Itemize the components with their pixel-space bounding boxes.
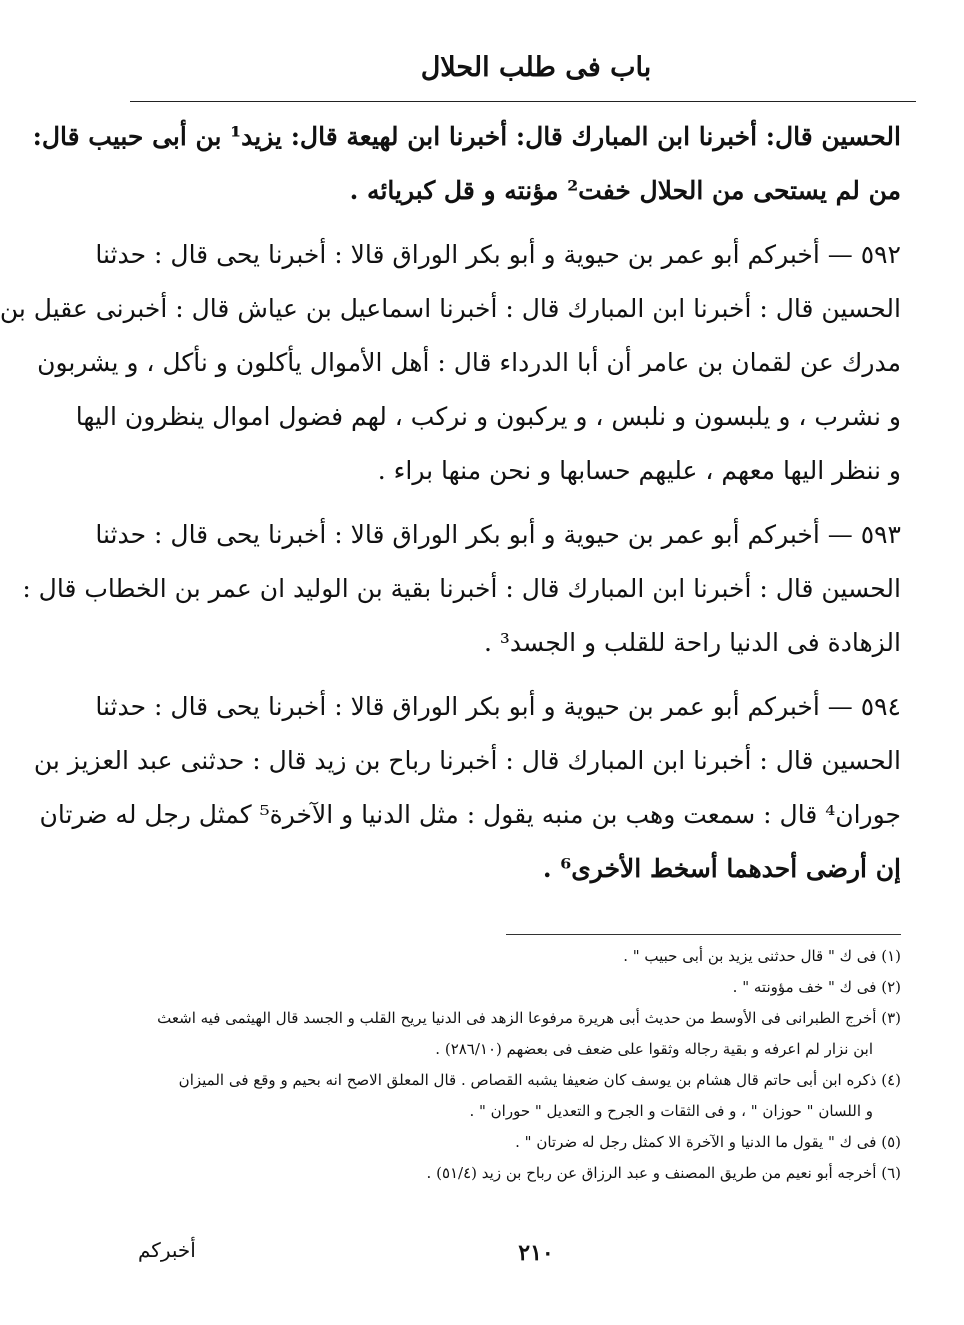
paragraph-gap bbox=[129, 498, 901, 508]
footnotes bbox=[129, 941, 901, 1189]
catchword: أخبركم bbox=[138, 1238, 196, 1262]
text-line: و نشرب ، و يلبسون و نلبس ، و يركبون و نركب ، لهم فضول اموال ينظرون اليها bbox=[75, 402, 901, 431]
entry-594-first-line: ٥٩٤ — أخبركم أبو عمر بن حيوية و أبو بكر الوراق قالا : أخبرنا يحى قال : حدثنا bbox=[95, 692, 901, 721]
footnote-4: (٤) ذكره ابن أبى حاتم قال هشام بن يوسف كان ضعيفا يشبه القصاص . قال المعلق الاصح انه بحيم و وقع فى الميزان bbox=[178, 1071, 901, 1089]
footnote-6: (٦) أخرجه أبو نعيم من طريق المصنف و عبد الرزاق عن رباح بن زيد (٥١/٤) . bbox=[426, 1164, 901, 1182]
header-rule bbox=[130, 101, 916, 102]
entry-593-first-line: ٥٩٣ — أخبركم أبو عمر بن حيوية و أبو بكر الوراق قالا : أخبرنا يحى قال : حدثنا bbox=[95, 520, 901, 549]
entry-592-first-line: ٥٩٢ — أخبركم أبو عمر بن حيوية و أبو بكر الوراق قالا : أخبرنا يحى قال : حدثنا bbox=[95, 240, 901, 269]
page-number: ٢١٠ bbox=[518, 1240, 554, 1266]
text-line: الحسين قال : أخبرنا ابن المبارك قال : أخبرنا اسماعيل بن عياش قال : أخبرنى عقيل بن bbox=[0, 294, 901, 323]
paragraph-gap bbox=[129, 218, 901, 228]
running-head: باب فى طلب الحلال bbox=[420, 52, 652, 83]
footnote-3-continued: ابن نزار لم اعرفه و بقية رجاله وثقوا على ضعف فى بعضهم (٢٨٦/١٠) . bbox=[435, 1040, 873, 1058]
text-line: جوران⁴ قال : سمعت وهب بن منبه يقول : مثل الدنيا و الآخرة⁵ كمثل رجل له ضرتان bbox=[39, 800, 901, 829]
footnote-2: (٢) فى ك " خف مؤونته " . bbox=[732, 978, 901, 996]
text-line: و ننظر اليها معهم ، عليهم حسابها و نحن منها براء . bbox=[377, 456, 901, 485]
text-line: الحسين قال : أخبرنا ابن المبارك قال : أخبرنا رباح بن زيد قال : حدثنى عبد العزيز بن bbox=[33, 746, 901, 775]
main-text bbox=[0, 110, 901, 896]
text-line: مدرك عن لقمان بن عامر أن أبا الدرداء قال : أهل الأموال يأكلون و نأكل ، و يشربون bbox=[37, 348, 901, 377]
paragraph-gap bbox=[129, 670, 901, 680]
footnote-4-continued: و اللسان " حوزان " ، و فى الثقات و الجرح و التعديل " حوران " . bbox=[469, 1102, 873, 1120]
footnote-5: (٥) فى ك " يقول ما الدنيا و الآخرة الا كمثل رجل له ضرتان " . bbox=[515, 1133, 901, 1151]
text-line: إن أرضى أحدهما أسخط الأخرى⁶ . bbox=[542, 854, 901, 883]
footnote-1: (١) فى ك " قال حدثنى يزيد بن أبى حبيب " . bbox=[623, 947, 901, 965]
footnote-rule bbox=[506, 934, 901, 935]
text-line: الزهادة فى الدنيا راحة للقلب و الجسد³ . bbox=[483, 628, 901, 657]
footnote-3: (٣) أخرج الطبرانى فى الأوسط من حديث أبى هريرة مرفوعا الزهد فى الدنيا يريح القلب و الجسد قال الهيثمى فيه اشعث bbox=[157, 1009, 901, 1027]
text-line: من لم يستحى من الحلال خفت² مؤنته و قل كبريائه . bbox=[349, 176, 901, 205]
text-line: الحسين قال : أخبرنا ابن المبارك قال : أخبرنا بقية بن الوليد ان عمر بن الخطاب قال : bbox=[22, 574, 901, 603]
text-line: الحسين قال: أخبرنا ابن المبارك قال: أخبرنا ابن لهيعة قال: يزيد¹ بن أبى حبيب قال: bbox=[32, 122, 901, 151]
